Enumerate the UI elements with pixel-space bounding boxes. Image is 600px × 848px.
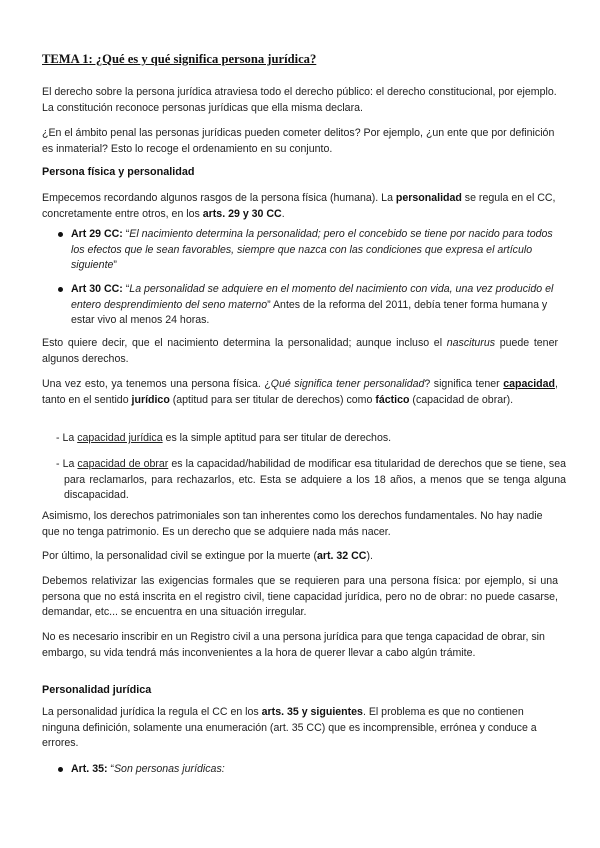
list-item-capacidad-obrar: - La capacidad de obrar es la capacidad/habilidad de modificar esa titularidad de derechos que se tiene, sea para reclamarlos, para rechazarlos, etc. Esta se adquiere a los 18 años, a menos que se tenga alguna discapacidad. xyxy=(56,458,566,501)
heading-personalidad-juridica: Personalidad jurídica xyxy=(42,684,152,696)
list-item-art35: Art. 35: “Son personas jurídicas: xyxy=(71,762,558,778)
list-item-capacidad-juridica: - La capacidad jurídica es la simple aptitud para ser titular de derechos. xyxy=(56,432,392,444)
paragraph-extincion: Por último, la personalidad civil se extingue por la muerte (art. 32 CC). xyxy=(42,550,373,562)
paragraph-arts35: La personalidad jurídica la regula el CC en los arts. 35 y siguientes. El problema es que no contienen ninguna definición, solamente una enumeración (art. 35 CC) que es incomprensible, errónea y conduce a errores. xyxy=(42,706,537,749)
paragraph-exigencias: Debemos relativizar las exigencias formales que se requieren para una persona física: por ejemplo, si una persona que no está inscrita en el registro civil, tiene capacidad jurídica, pero no de obrar: no puede casarse, demandar, etc... se encuentra en una situación irregular. xyxy=(42,575,558,618)
bullet-icon xyxy=(58,232,63,237)
bullet-icon xyxy=(58,767,63,772)
paragraph-patrimoniales: Asimismo, los derechos patrimoniales son tan inherentes como los derechos fundamentales. No hay nadie que no tenga patrimonio. Es un derecho que se adquiere nada más nacer. xyxy=(42,510,543,538)
bullet-icon xyxy=(58,287,63,292)
page-title: TEMA 1: ¿Qué es y qué significa persona jurídica? xyxy=(42,52,317,66)
paragraph-capacidad: Una vez esto, ya tenemos una persona física. ¿Qué significa tener personalidad? significa tener capacidad, tanto en el sentido jurídico (aptitud para ser titular de derechos) como fáctico (capacidad de obrar). xyxy=(42,378,558,406)
paragraph-registro: No es necesario inscribir en un Registro civil a una persona jurídica para que tenga capacidad de obrar, sin embargo, su vida tendrá más inconvenientes a la hora de querer llevar a cabo algún trámite. xyxy=(42,631,545,659)
paragraph-penal: ¿En el ámbito penal las personas jurídicas pueden cometer delitos? Por ejemplo, ¿un ente que por definición es inmaterial? Esto lo recoge el ordenamiento en su conjunto. xyxy=(42,127,555,155)
list-item-art29: Art 29 CC: “El nacimiento determina la personalidad; pero el concebido se tiene por nacido para todos los efectos que le sean favorables, siempre que nazca con las condiciones que expresa el artículo siguiente” xyxy=(71,227,558,274)
list-item-art30: Art 30 CC: “La personalidad se adquiere en el momento del nacimiento con vida, una vez producido el entero desprendimiento del seno materno” Antes de la reforma del 2011, debía tener forma humana y estar vivo al menos 24 horas. xyxy=(71,282,558,329)
paragraph-nasciturus: Esto quiere decir, que el nacimiento determina la personalidad; aunque incluso el nasciturus puede tener algunos derechos. xyxy=(42,337,558,365)
heading-persona-fisica: Persona física y personalidad xyxy=(42,166,195,178)
paragraph-personalidad: Empecemos recordando algunos rasgos de la persona física (humana). La personalidad se regula en el CC, concretamente entre otros, en los arts. 29 y 30 CC. xyxy=(42,192,556,220)
paragraph-intro: El derecho sobre la persona jurídica atraviesa todo el derecho público: el derecho constitucional, por ejemplo. La constitución reconoce personas jurídicas que ella misma declara. xyxy=(42,86,557,114)
